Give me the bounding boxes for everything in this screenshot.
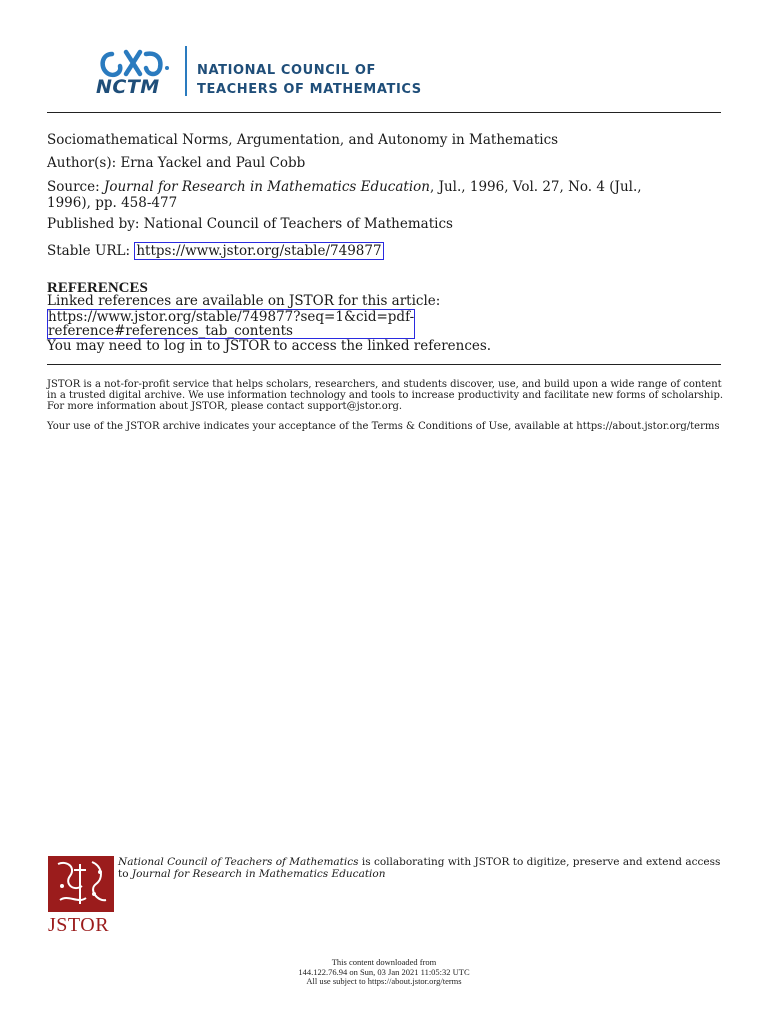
publisher-name <box>197 61 422 99</box>
references-link-line-1[interactable]: https://www.jstor.org/stable/749877?seq=1&cid=pdf- <box>48 308 415 325</box>
footer-line-2: 144.122.76.94 on Sun, 03 Jan 2021 11:05:32 UTC <box>298 966 470 977</box>
footer-line-3: All use subject to https://about.jstor.org/terms <box>306 976 462 986</box>
article-source <box>47 179 642 211</box>
stable-url-row <box>47 243 384 259</box>
nctm-wordmark: NCTM <box>96 76 160 98</box>
references-block <box>47 294 491 353</box>
collaboration-statement <box>118 856 728 880</box>
mid-divider <box>47 364 721 365</box>
stable-url-link[interactable]: https://www.jstor.org/stable/749877 <box>136 243 382 259</box>
references-login-note: You may need to log in to JSTOR to access the linked references. <box>47 337 492 354</box>
article-authors: Author(s): Erna Yackel and Paul Cobb <box>47 155 306 171</box>
references-link-line-2[interactable]: reference#references_tab_contents <box>48 322 293 339</box>
source-journal: Journal for Research in Mathematics Education <box>103 179 430 195</box>
collab-publisher: National Council of Teachers of Mathematics <box>118 856 359 868</box>
stable-url-label: Stable URL: <box>47 243 131 259</box>
terms-notice: Your use of the JSTOR archive indicates your acceptance of the Terms & Conditions of Use, available at https://about.jstor.org/terms <box>47 421 720 432</box>
jstor-wordmark: JSTOR <box>48 914 110 936</box>
collab-middle: is collaborating with JSTOR to digitize, preserve and extend access to <box>118 856 721 880</box>
publisher-name-line-1: NATIONAL COUNCIL OF <box>197 63 376 78</box>
download-footer <box>0 958 768 987</box>
article-title: Sociomathematical Norms, Argumentation, and Autonomy in Mathematics <box>47 132 559 148</box>
footer-line-1: This content downloaded from <box>331 957 437 967</box>
collab-journal: Journal for Research in Mathematics Education <box>131 868 386 880</box>
top-divider <box>47 112 721 113</box>
jstor-about-notice: JSTOR is a not-for-profit service that helps scholars, researchers, and students discover, use, and build upon a wide range of content in a trusted digital archive. We use information technology and tools to increase productivity and facilitate new forms of scholarship. For more information about JSTOR, please contact support@jstor.org. <box>47 379 724 412</box>
logo-divider <box>185 46 187 96</box>
publisher-name-line-2: TEACHERS OF MATHEMATICS <box>197 82 422 97</box>
references-link[interactable] <box>47 309 415 339</box>
source-pages: 1996), pp. 458-477 <box>47 195 178 211</box>
source-label: Source: <box>47 179 100 195</box>
references-intro: Linked references are available on JSTOR for this article: <box>47 293 441 309</box>
published-by: Published by: National Council of Teachers of Mathematics <box>47 216 453 232</box>
jstor-seal-icon <box>48 856 114 912</box>
references-heading: REFERENCES <box>47 280 148 296</box>
source-details: , Jul., 1996, Vol. 27, No. 4 (Jul., <box>429 179 642 195</box>
